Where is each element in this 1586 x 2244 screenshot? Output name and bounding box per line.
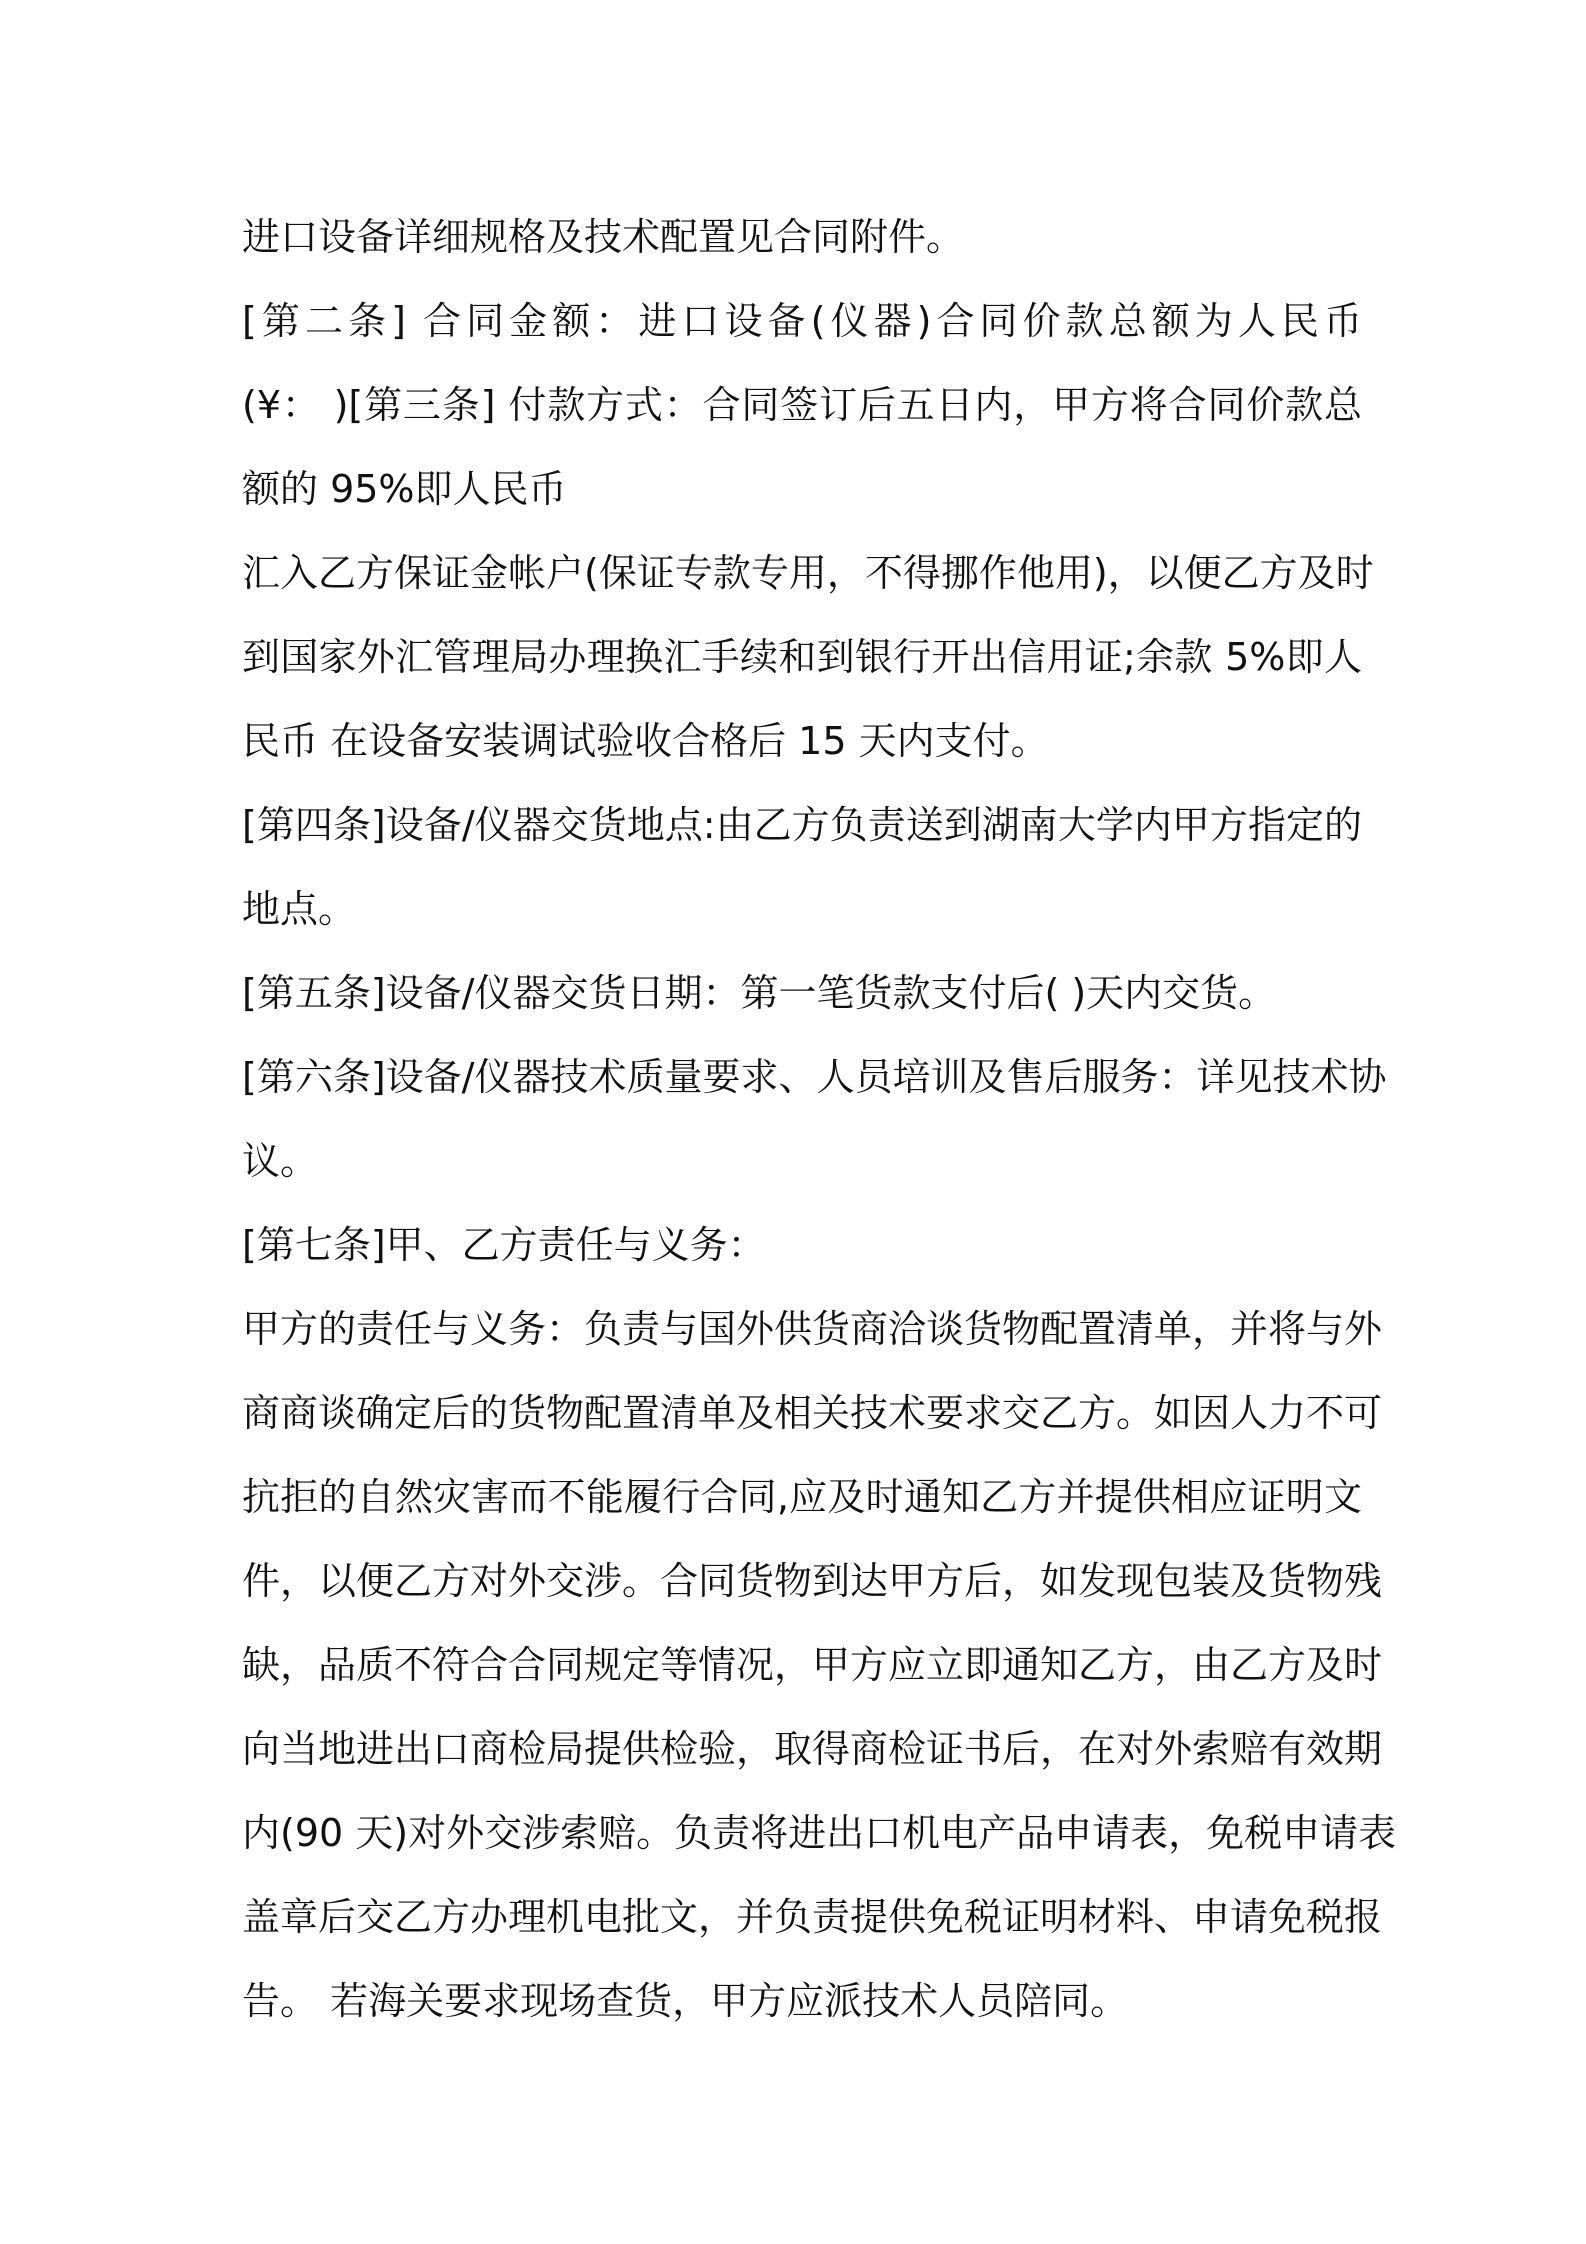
text-line: [第五条]设备/仪器交货日期：第一笔货款支付后( )天内交货。 (242, 971, 1277, 1015)
text-line: 地点。 (242, 887, 357, 931)
text-line: 进口设备详细规格及技术配置见合同附件。 (242, 215, 965, 259)
text-line: 议。 (242, 1139, 319, 1183)
text-line: [第四条]设备/仪器交货地点:由乙方负责送到湖南大学内甲方指定的 (242, 803, 1362, 847)
text-line: 缺，品质不符合合同规定等情况，甲方应立即通知乙方，由乙方及时 (242, 1643, 1383, 1687)
text-line: [第二条] 合同金额：进口设备(仪器)合同价款总额为人民币 (242, 299, 1362, 343)
text-line: 抗拒的自然灾害而不能履行合同,应及时通知乙方并提供相应证明文 (242, 1475, 1362, 1519)
text-line: 商商谈确定后的货物配置清单及相关技术要求交乙方。如因人力不可 (242, 1391, 1383, 1435)
text-line: 告。 若海关要求现场查货，甲方应派技术人员陪同。 (242, 1979, 1129, 2023)
text-line: 民币 在设备安装调试验收合格后 15 天内支付。 (242, 719, 1049, 763)
document-body (242, 195, 1397, 2043)
text-line: 甲方的责任与义务：负责与国外供货商洽谈货物配置清单，并将与外 (242, 1307, 1383, 1351)
text-line: 到国家外汇管理局办理换汇手续和到银行开出信用证;余款 5%即人 (242, 635, 1362, 679)
text-line: 件，以便乙方对外交涉。合同货物到达甲方后，如发现包装及货物残 (242, 1559, 1383, 1603)
text-line: [第六条]设备/仪器技术质量要求、人员培训及售后服务：详见技术协 (242, 1055, 1387, 1099)
text-line: 向当地进出口商检局提供检验，取得商检证书后，在对外索赔有效期 (242, 1727, 1383, 1771)
text-line: (¥： )[第三条] 付款方式：合同签订后五日内，甲方将合同价款总 (242, 383, 1362, 427)
text-line: 汇入乙方保证金帐户(保证专款专用，不得挪作他用)，以便乙方及时 (242, 551, 1374, 595)
text-line: 额的 95%即人民币 (242, 467, 567, 511)
text-line: 盖章后交乙方办理机电批文，并负责提供免税证明材料、申请免税报 (242, 1895, 1383, 1939)
text-line: [第七条]甲、乙方责任与义务： (242, 1223, 766, 1267)
text-line: 内(90 天)对外交涉索赔。负责将进出口机电产品申请表，免税申请表 (242, 1811, 1397, 1855)
